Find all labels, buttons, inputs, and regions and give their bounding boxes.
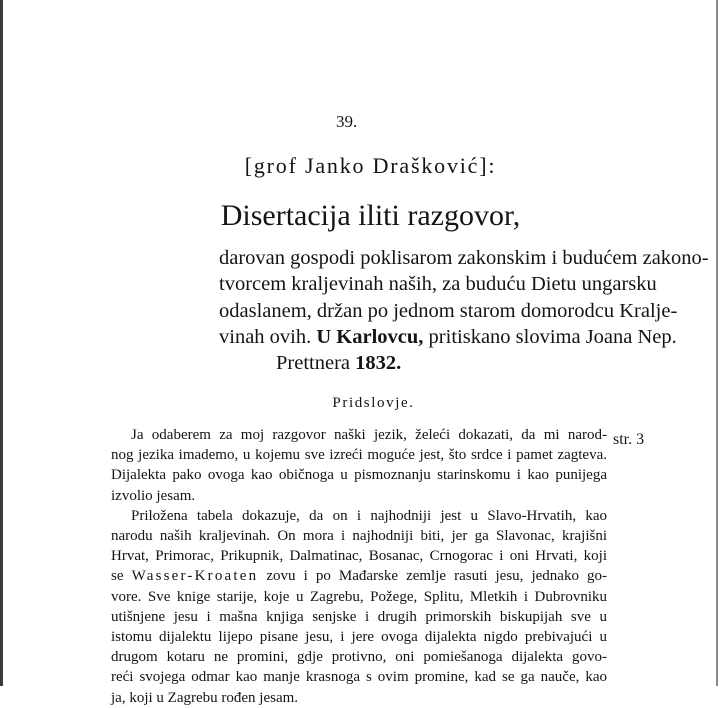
paragraph-text: zovu i po Mađarske zemlje rasuti jesu, jednako go- <box>266 568 607 585</box>
paragraph-line: Priložena tabela dokazuje, da on i najhodniji jest u Slavo-Hrvatih, kao <box>131 507 607 524</box>
paragraph-line: istomu dijalektu lijepo pisane jesu, i jere ovoga dijalekta nigdo prebivajući u <box>111 629 607 646</box>
body-text <box>111 425 607 708</box>
subtitle-text: vinah ovih. <box>219 325 312 348</box>
subtitle-line: darovan gospodi poklisarom zakonskim i budućem zakono- <box>219 247 709 269</box>
printer-name: Prettnera <box>276 352 350 375</box>
subtitle-line <box>219 324 677 350</box>
page-right-border <box>716 0 718 686</box>
section-title: Pridslovje. <box>332 395 415 411</box>
publication-place: U Karlovcu, <box>316 325 424 348</box>
page-number: 39. <box>336 112 358 131</box>
paragraph-line: reći svojega odmar kao manje krasnoga s ovim promine, kad se ga nauče, kao <box>111 669 607 686</box>
paragraph-line: Hrvat, Primorac, Prikupnik, Dalmatinac, Bosanac, Crnogorac i oni Hrvati, koji <box>111 548 607 565</box>
paragraph-text: se <box>111 568 124 585</box>
author-heading: [grof Janko Drašković]: <box>244 153 497 178</box>
subtitle-line: tvorcem kraljevinah naših, za buduću Dietu ungarsku <box>219 273 657 296</box>
publication-year: 1832. <box>355 352 402 375</box>
paragraph-line <box>111 566 607 586</box>
subtitle-block <box>219 245 709 376</box>
paragraph-line: Dijalekta pako ovoga kao običnoga u pismoznanju starinskomu i kao punijega <box>111 467 607 484</box>
paragraph-line: ja, koji u Zagrebu rođen jesam. <box>111 689 299 706</box>
margin-page-reference: str. 3 <box>613 431 645 448</box>
spaced-term: Wasser-Kroaten <box>131 568 259 585</box>
page-left-border <box>0 0 3 686</box>
subtitle-text: pritiskano slovima Joana Nep. <box>428 325 677 348</box>
paragraph-line: nog jezika imademo, u kojemu sve izreći moguće jest, što srdce i pamet zagteva. <box>111 447 607 464</box>
subtitle-line: odaslanem, držan po jednom starom domorodcu Kralje- <box>219 299 678 322</box>
paragraph-line: Ja odaberem za moj razgovor naški jezik, želeći dokazati, da mi narod- <box>131 427 607 443</box>
paragraph-line: drugom kotaru ne promini, gdje protivno, oni pomiešanoga dijalekta govo- <box>111 649 607 666</box>
document-title: Disertacija iliti razgovor, <box>220 199 521 232</box>
paragraph-line: utišnjene jesu i mašna knjiga senjske i drugih primorskih biskupijah sve u <box>111 608 607 625</box>
paragraph-line: vore. Sve knige starije, koje u Zagrebu, Požege, Splitu, Mletkih i Dubrovniku <box>111 588 607 605</box>
subtitle-line <box>219 350 629 376</box>
paragraph-line: narodu naših kraljevinah. On mora i najhodniji biti, jer ga Slavonac, krajišni <box>111 528 607 545</box>
paragraph-line: izvolio jesam. <box>111 487 196 504</box>
